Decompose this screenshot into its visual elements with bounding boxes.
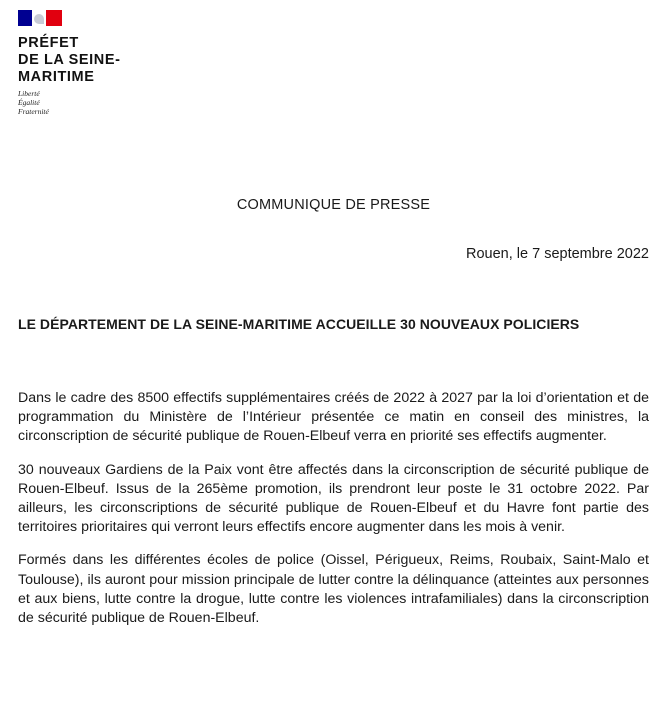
motto-line: Égalité [18,98,40,107]
press-release-body [18,389,649,642]
body-paragraph: Formés dans les différentes écoles de police (Oissel, Périgueux, Reims, Roubaix, Saint-Malo et Toulouse), ils auront pour mission principale de lutter contre la délinquance (atteintes aux personnes et aux biens, lutte contre la drogue, lutte contre les violences intrafamiliales) dans la circonscription de sécurité publique de Rouen-Elbeuf. [18,552,649,627]
motto-line: Liberté [18,89,40,98]
motto-line: Fraternité [18,107,49,116]
body-paragraph: 30 nouveaux Gardiens de la Paix vont être affectés dans la circonscription de sécurité publique de Rouen-Elbeuf. Issus de la 265ème promotion, ils prendront leur poste le 31 octobre 2022. Par ailleurs, les circonscriptions de sécurité publique de Rouen-Elbeuf et du Havre font partie des territoires prioritaires qui verront leurs effectifs encore augmenter dans les mois à venir. [18,461,649,536]
place-and-date: Rouen, le 7 septembre 2022 [466,246,649,262]
prefecture-logo [18,10,178,116]
republic-motto [18,89,178,116]
prefet-line: MARITIME [18,69,95,85]
prefet-line: PRÉFET [18,35,79,51]
prefet-title [18,35,178,86]
marianne-flag-icon [18,10,62,26]
prefet-line: DE LA SEINE- [18,52,121,68]
document-type-label: COMMUNIQUE DE PRESSE [236,197,431,213]
press-release-headline: LE DÉPARTEMENT DE LA SEINE-MARITIME ACCUEILLE 30 NOUVEAUX POLICIERS [18,316,580,332]
body-paragraph: Dans le cadre des 8500 effectifs supplémentaires créés de 2022 à 2027 par la loi d’orientation et de programmation du Ministère de l’Intérieur présentée ce matin en conseil des ministres, la circonscription de sécurité publique de Rouen-Elbeuf verra en priorité ses effectifs augmenter. [18,390,649,445]
